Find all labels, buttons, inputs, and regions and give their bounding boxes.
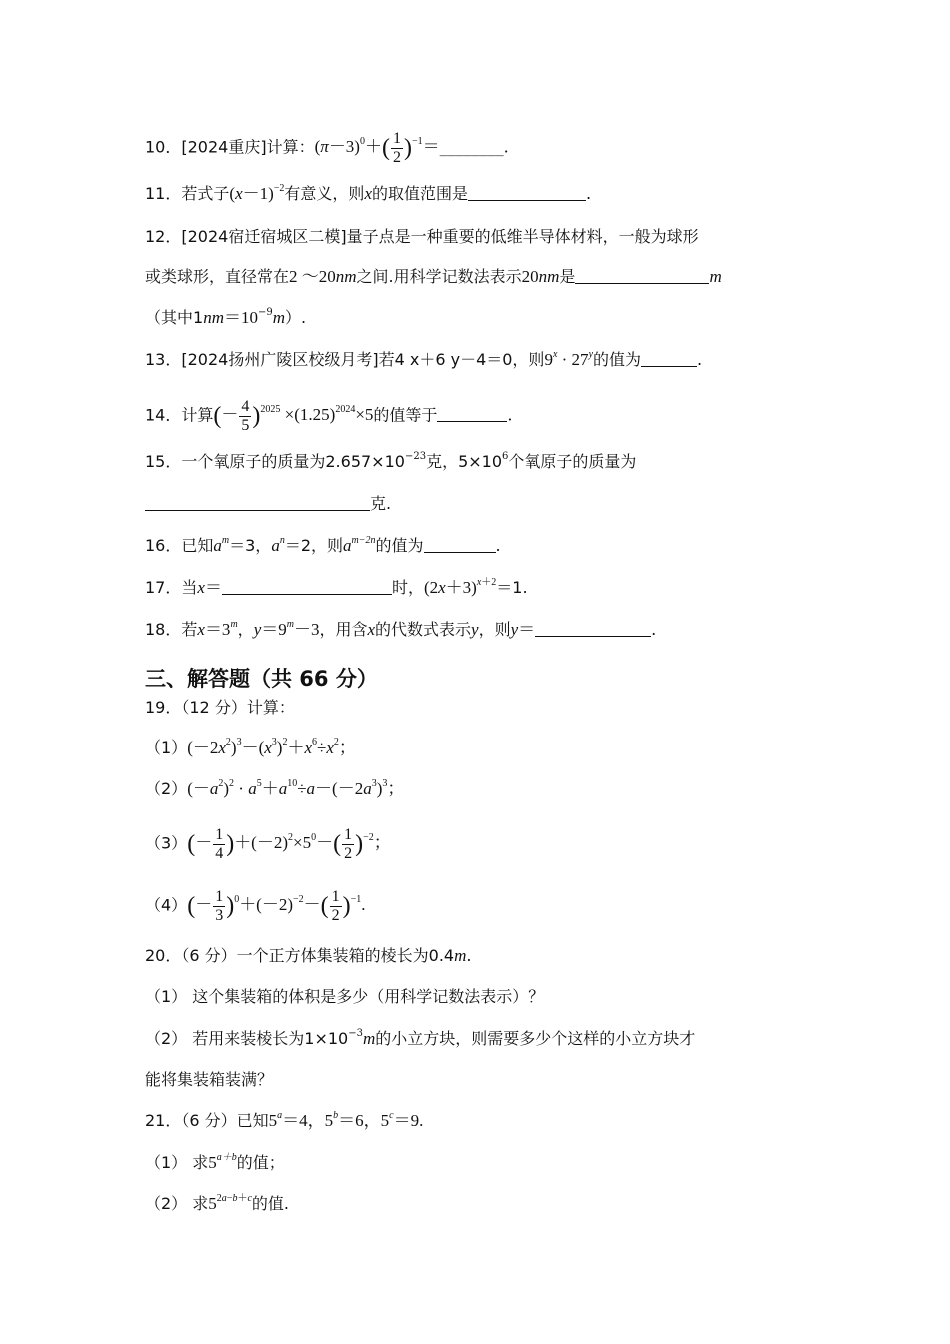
question-text: 计算 [181, 405, 214, 425]
question-text: 的取值范围是 [371, 184, 468, 203]
answer-blank[interactable] [641, 350, 697, 367]
question-text: 求 [192, 1194, 209, 1213]
question-19-part-4 [145, 888, 366, 925]
answer-blank[interactable] [145, 494, 370, 511]
part-label: （1） [145, 1153, 188, 1172]
question-text: 克，5×10 [426, 452, 503, 471]
question-text: 或类球形，直径常在 [145, 267, 290, 286]
exponent: 6 [502, 451, 509, 462]
question-13 [145, 349, 702, 371]
part-label: （1） [145, 738, 188, 757]
punctuation: . [495, 536, 501, 555]
math-unit: m [362, 1029, 376, 1048]
question-number: 20． [145, 946, 182, 965]
math-variable: x [367, 620, 376, 639]
question-20 [145, 945, 471, 967]
math-range: 2 ～20 [289, 267, 336, 286]
question-18 [145, 619, 656, 641]
question-number: 18． [145, 620, 182, 639]
math-variable: x [364, 184, 372, 203]
question-text: （12 分）计算： [181, 698, 295, 717]
question-text: 计算： [266, 137, 315, 157]
question-21 [145, 1110, 423, 1132]
question-20-part-1 [145, 986, 544, 1008]
question-text: 的代数式表示 [375, 620, 472, 639]
part-label: （4） [145, 895, 188, 915]
punctuation: . [466, 946, 472, 965]
question-text: 能将集装箱装满？ [145, 1070, 274, 1089]
question-text: （其中1 [145, 308, 204, 327]
question-12-line-3 [145, 307, 306, 329]
question-text: 个氧原子的质量为 [508, 452, 637, 471]
question-number: 13． [145, 350, 182, 369]
question-number: 17． [145, 578, 182, 597]
question-score: （6 分） [181, 1111, 237, 1130]
question-text: 的值等于 [373, 405, 438, 425]
math-text: ＝10 [223, 308, 258, 327]
part-label: （1） [145, 987, 188, 1006]
question-text: 一个氧原子的质量为2.657×10 [181, 452, 405, 471]
math-unit: nm [203, 308, 224, 327]
question-text: 若用来装棱长为1×10 [192, 1029, 349, 1048]
question-text: 求 [192, 1153, 209, 1172]
question-text: 有意义，则 [284, 184, 365, 203]
question-number: 14． [145, 405, 182, 425]
question-10 [145, 130, 509, 167]
question-number: 15． [145, 452, 182, 471]
question-12-line-2 [145, 266, 722, 288]
math-expression: y＝ [510, 620, 536, 639]
exponent: −23 [404, 451, 427, 462]
question-number: 11． [145, 184, 182, 203]
question-text: 若 [181, 620, 198, 639]
question-number: 19． [145, 698, 182, 717]
question-text: 的值为 [593, 350, 642, 369]
math-expression: $a^m$ [213, 535, 230, 555]
math-unit: nm [538, 267, 560, 286]
question-20-part-2-line-2 [145, 1069, 273, 1091]
question-16 [145, 535, 501, 557]
math-expression: (－ $\frac{1}{4}$ )$+(-2)^2\times 5^0-$( $\frac{1}{2}$ )$^{-2}$； [187, 826, 391, 862]
question-text: 的值为 [375, 536, 424, 555]
question-text: ）. [285, 308, 307, 327]
math-expression: $x=3^m$ [197, 619, 238, 639]
question-source-tag: [2024重庆] [181, 137, 267, 157]
question-number: 16． [145, 536, 182, 555]
answer-blank[interactable] [424, 536, 496, 553]
punctuation: . [651, 620, 657, 639]
answer-blank[interactable] [468, 184, 586, 201]
question-text: ＝3， [229, 536, 272, 555]
question-text: ＝1. [496, 578, 528, 597]
part-label: （3） [145, 833, 188, 853]
math-expression: $a^{m-2n}$ [343, 535, 376, 555]
math-expression: $5^{a+b}$ [208, 1152, 237, 1172]
question-text: ＝2，则 [284, 536, 343, 555]
question-11 [145, 183, 591, 205]
question-text: 量子点是一种重要的低维半导体材料，一般为球形 [346, 227, 699, 246]
question-text: 是 [559, 267, 576, 286]
answer-blank[interactable] [222, 578, 392, 595]
answer-blank[interactable]: ________. [439, 137, 509, 157]
question-17 [145, 577, 528, 599]
part-label: （2） [145, 1194, 188, 1213]
math-expression: $(x-1)^{-2}$ [229, 183, 285, 203]
exponent: −3 [348, 1028, 363, 1039]
math-unit: nm [335, 267, 357, 286]
question-text: 之间.用科学记数法表示 [356, 267, 522, 286]
question-12-line-1 [145, 226, 699, 248]
question-text: 的值； [236, 1153, 285, 1172]
math-unit: m [454, 946, 467, 965]
question-text: 若4 x＋6 y－4＝0，则 [378, 350, 545, 369]
question-20-part-2 [145, 1028, 695, 1050]
question-21-part-2 [145, 1193, 289, 1215]
question-text: 的小立方块，则需要多少个这样的小立方块才 [375, 1029, 696, 1048]
part-label: （2） [145, 1029, 188, 1048]
exponent: −9 [257, 307, 273, 318]
question-15-line-1 [145, 451, 636, 473]
question-text: 的值. [251, 1194, 289, 1213]
question-19-part-1 [145, 737, 356, 759]
math-variable: y [471, 620, 479, 639]
question-14 [145, 398, 513, 435]
question-19-part-2 [145, 778, 404, 800]
question-score: （6 分） [181, 946, 237, 965]
answer-blank[interactable] [535, 620, 651, 637]
question-source-tag: [2024扬州广陵区校级月考] [181, 350, 379, 369]
question-text: ，则 [478, 620, 511, 639]
math-unit: m [272, 308, 285, 327]
math-expression: (－ $\frac{4}{5}$ )$^{2025} \times(1.25)^{2024}\times 5$ [213, 398, 374, 434]
math-value: 20 [521, 267, 539, 286]
answer-blank[interactable] [575, 267, 709, 284]
question-text: 一个正方体集装箱的棱长为0.4 [236, 946, 455, 965]
question-text: 已知 [236, 1111, 269, 1130]
question-text: ， [237, 620, 254, 639]
math-expression: x＝ [197, 578, 222, 597]
math-expression: $5^{2a-b+c}$ [208, 1193, 252, 1213]
question-text: 这个集装箱的体积是多少（用科学记数法表示）？ [192, 987, 545, 1006]
question-text: 若式子 [181, 184, 230, 203]
question-number: 10． [145, 137, 182, 157]
question-text: ，用含 [319, 620, 368, 639]
math-expression: $(\pi-3)^0+$( $\frac{1}{2}$ )$^{-1}$＝ [314, 130, 440, 166]
punctuation: . [697, 350, 703, 369]
math-expression: (－ $\frac{1}{3}$ )$^0+(-2)^{-2}-$( $\frac{1}{2}$ )$^{-1}$. [187, 888, 366, 924]
math-expression: $(2x+3)^{x+2}$ [423, 577, 497, 597]
part-label: （2） [145, 779, 188, 798]
question-text: 当 [181, 578, 198, 597]
question-source-tag: [2024宿迁宿城区二模] [181, 227, 347, 246]
question-19 [145, 697, 295, 719]
question-15-line-2 [145, 493, 391, 515]
question-19-part-3 [145, 826, 391, 863]
section-heading: 三、解答题（共 66 分） [145, 667, 378, 691]
math-expression: $y=9^m-3$ [253, 619, 320, 639]
question-number: 21． [145, 1111, 182, 1130]
question-text: 时， [391, 578, 424, 597]
math-unit: m [709, 267, 722, 286]
punctuation: . [586, 184, 592, 203]
question-text: 已知 [181, 536, 214, 555]
punctuation: . [507, 405, 513, 425]
answer-blank[interactable] [437, 405, 507, 422]
math-expression: $(-2x^2)^3-(x^3)^2+x^6\div x^2$； [187, 737, 356, 757]
question-number: 12． [145, 227, 182, 246]
math-expression: $9^x \cdot 27^y$ [544, 349, 594, 369]
math-expression: $a^n$ [271, 535, 285, 555]
math-expression: $(-a^2)^2 \cdot a^5+a^{10}\div a-(-2a^3)^3$； [187, 778, 405, 798]
question-text: 克. [370, 494, 392, 513]
math-expression: $5^a=4$，$5^b=6$，$5^c=9$. [268, 1110, 424, 1130]
question-21-part-1 [145, 1152, 285, 1174]
